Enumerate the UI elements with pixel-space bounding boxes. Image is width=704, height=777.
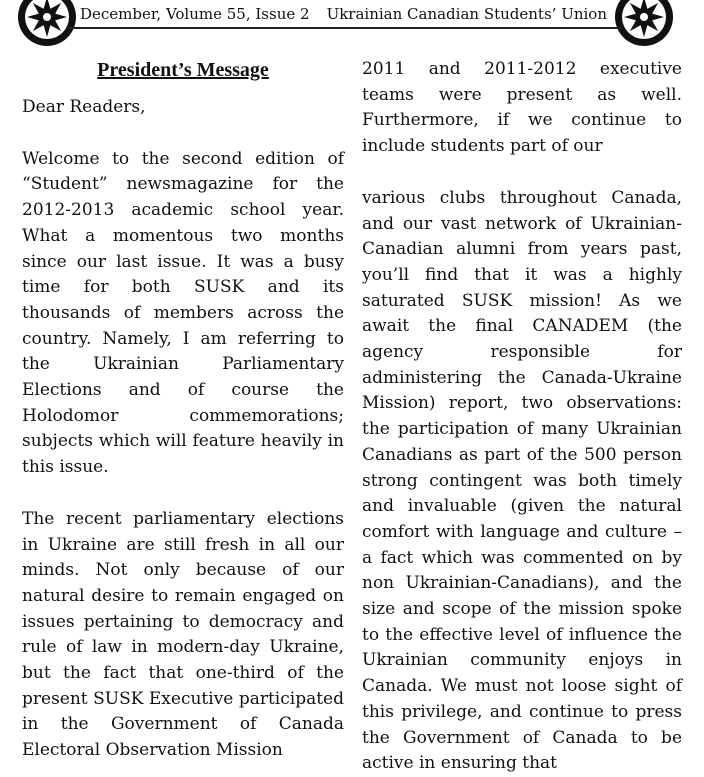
- organization-name: Ukrainian Canadian Students’ Union: [326, 5, 607, 23]
- salutation: Dear Readers,: [22, 97, 146, 117]
- right-column: [362, 57, 682, 777]
- paragraph: 2011 and 2011-2012 executive teams were present as well. Furthermore, if we continue to include students part of our: [362, 59, 682, 157]
- ornamental-emblem-icon: [613, 0, 675, 48]
- issue-info: December, Volume 55, Issue 2: [80, 5, 310, 23]
- page-header: [66, 0, 621, 29]
- left-column: [22, 57, 344, 764]
- article-title: President’s Message: [97, 59, 269, 81]
- paragraph: Welcome to the second edition of “Student” newsmagazine for the 2012-2013 academic school year. What a momentous two months since our last issue. It was a busy time for both SUSK and its thousands of members across the country. Namely, I am referring to the Ukrainian Parliamentary Elections and of course the Holodomor commemorations; subjects which will feature heavily in this issue.: [22, 148, 344, 478]
- paragraph: various clubs throughout Canada, and our vast network of Ukrainian-Canadian alumni from years past, you’ll find that it was a highly saturated SUSK mission! As we await the final CANADEM (the agency responsible for administering the Canada-Ukraine Mission) report, two observations: the participation of many Ukrainian Canadians as part of the 500 person strong contingent was both timely and invaluable (given the natural comfort with language and culture – a fact which was commented on by non Ukrainian-Canadians), and the size and scope of the mission spoke to the effective level of influence the Ukrainian community enjoys in Canada. We must not loose sight of this privilege, and continue to press the Government of Canada to be active in ensuring that: [362, 187, 682, 774]
- paragraph: The recent parliamentary elections in Ukraine are still fresh in all our minds. Not only because of our natural desire to remain engaged on issues pertaining to democracy and rule of law in modern-day Ukraine, but the fact that one-third of the present SUSK Executive participated in the Government of Canada Electoral Observation Mission: [22, 508, 344, 761]
